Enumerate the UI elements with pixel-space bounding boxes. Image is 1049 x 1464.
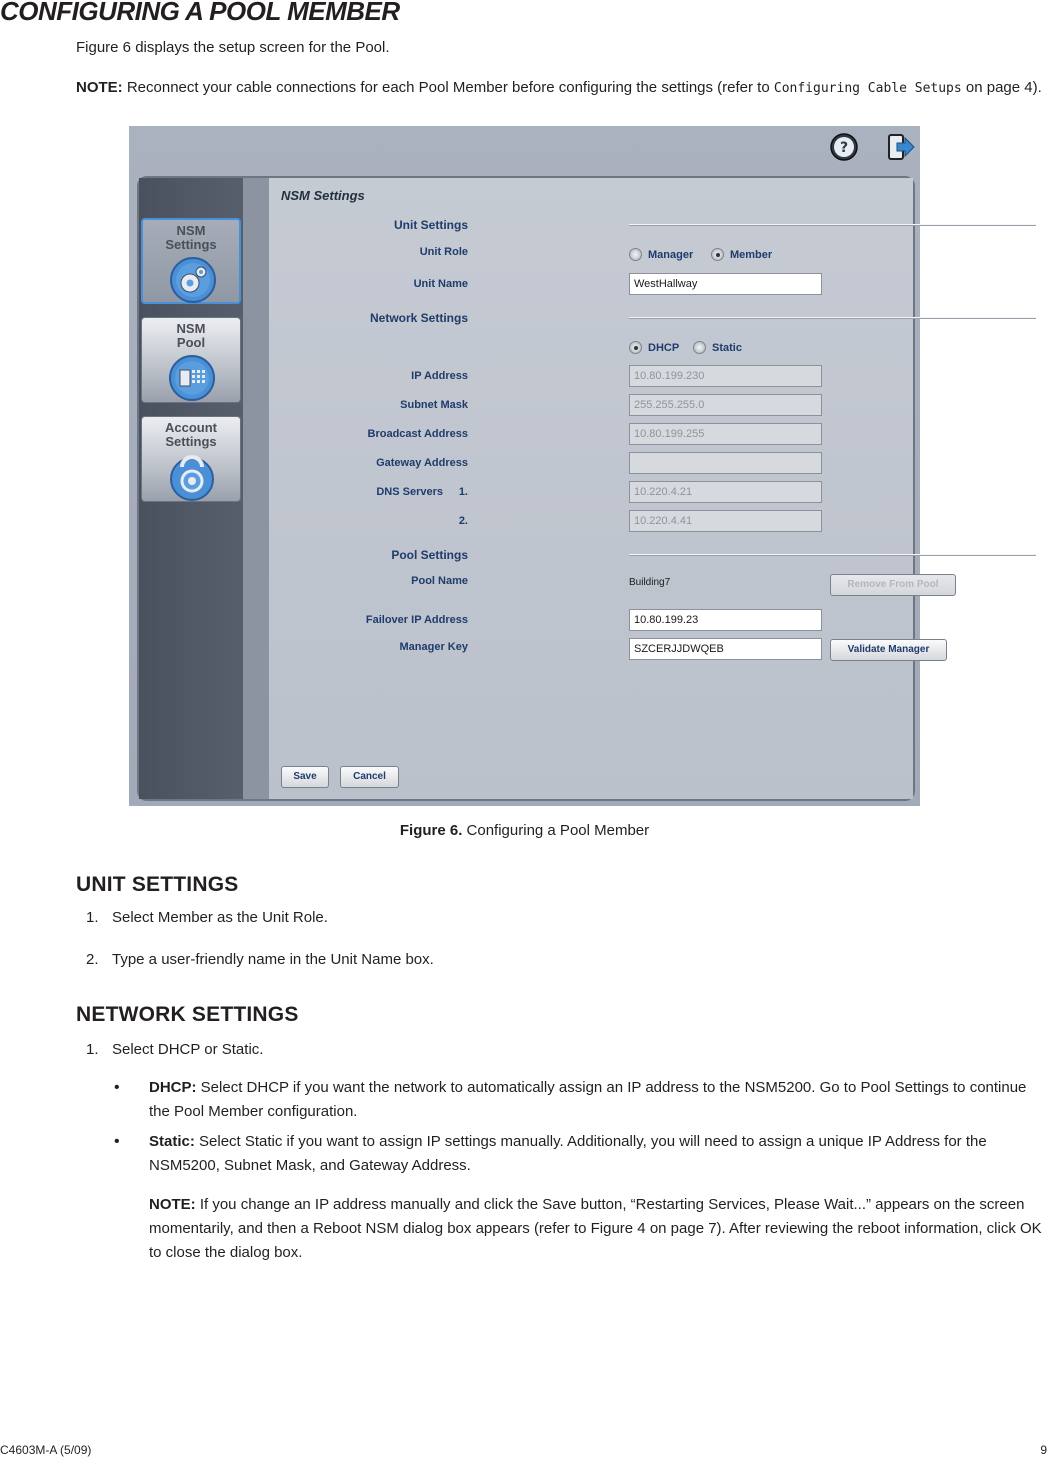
sidebar xyxy=(139,178,243,799)
ip-address-input[interactable] xyxy=(629,365,822,387)
validate-manager-button[interactable]: Validate Manager xyxy=(830,639,947,661)
dns2-number: 2. xyxy=(458,515,468,527)
note-text-b: on page 4). xyxy=(961,79,1042,96)
unit-role-label: Unit Role xyxy=(419,246,468,258)
page-number: 9 xyxy=(1040,1443,1047,1457)
broadcast-address-label: Broadcast Address xyxy=(367,428,468,440)
bullet-text: Select DHCP if you want the network to automatically assign an IP address to the NSM5200. Go to Pool Settings to continue the Pool Member configuration. xyxy=(149,1079,1027,1120)
nsm-screenshot xyxy=(129,126,939,806)
list-item xyxy=(86,908,328,928)
radio-checked-icon xyxy=(629,341,642,354)
dns1-number: 1. xyxy=(458,486,468,498)
unit-name-input[interactable] xyxy=(629,273,822,295)
unit-name-label: Unit Name xyxy=(413,278,468,290)
remove-from-pool-button[interactable]: Remove From Pool xyxy=(830,574,956,596)
bullet-label: Static: xyxy=(149,1133,195,1150)
note-text: If you change an IP address manually and click the Save button, “Restarting Services, Please Wait...” appears on the screen momentarily, and then a Reboot NSM dialog box appears (refer to Figure 4 on page 7). After reviewing the reboot information, click OK to close the dialog box. xyxy=(149,1196,1042,1261)
document-code: C4603M-A (5/09) xyxy=(0,1443,92,1457)
settings-panel xyxy=(269,178,939,799)
radio-label: DHCP xyxy=(648,341,680,354)
list-text: Type a user-friendly name in the Unit Name box. xyxy=(112,951,434,968)
pool-name-label: Pool Name xyxy=(411,575,468,587)
gear-icon xyxy=(168,256,218,304)
note-paragraph xyxy=(76,78,1042,99)
list-item xyxy=(86,1040,263,1060)
bullet-static xyxy=(114,1130,1044,1178)
sidebar-divider xyxy=(243,178,269,799)
bullet-dhcp xyxy=(114,1076,1044,1124)
panel-title: NSM Settings xyxy=(281,188,365,203)
bullet-text: Select Static if you want to assign IP settings manually. Additionally, you will need to assign a unique IP Address for the NSM5200, Subnet Mask, and Gateway Address. xyxy=(149,1133,987,1174)
divider xyxy=(629,224,1036,226)
list-text: Select Member as the Unit Role. xyxy=(112,909,328,926)
gateway-address-label: Gateway Address xyxy=(376,457,468,469)
gateway-address-input[interactable] xyxy=(629,452,822,474)
radio-label: Manager xyxy=(648,248,694,261)
nav-nsm-pool[interactable] xyxy=(141,317,241,403)
divider xyxy=(629,317,1036,319)
radio-icon xyxy=(629,248,642,261)
page-heading: CONFIGURING A POOL MEMBER xyxy=(0,0,400,26)
manager-key-input[interactable] xyxy=(629,638,822,660)
subnet-mask-input[interactable] xyxy=(629,394,822,416)
list-number: 1. xyxy=(86,909,99,926)
caption-label: Figure 6. xyxy=(399,822,463,839)
static-radio[interactable] xyxy=(693,341,742,354)
radio-icon xyxy=(693,341,706,354)
nav-label: NSM Settings xyxy=(165,223,217,252)
lock-icon xyxy=(167,453,217,501)
note-link[interactable]: Configuring Cable Setups xyxy=(773,81,962,96)
note-text-a: Reconnect your cable connections for each Pool Member before configuring the settings (refer to xyxy=(122,79,774,96)
dns-servers-label: DNS Servers xyxy=(376,486,443,498)
save-button[interactable]: Save xyxy=(281,766,329,788)
bullet-label: DHCP: xyxy=(149,1079,197,1096)
unit-settings-heading: UNIT SETTINGS xyxy=(76,873,239,896)
list-item xyxy=(86,950,434,970)
nav-label: Account Settings xyxy=(165,420,217,449)
failover-ip-input[interactable] xyxy=(629,609,822,631)
radio-label: Member xyxy=(730,248,773,261)
network-settings-header: Network Settings xyxy=(369,311,468,325)
caption-text: Configuring a Pool Member xyxy=(462,822,650,839)
pool-icon xyxy=(167,354,217,402)
bullet-icon: • xyxy=(114,1133,120,1150)
logout-icon[interactable] xyxy=(886,132,916,162)
nav-account-settings[interactable] xyxy=(141,416,241,502)
dns2-input[interactable] xyxy=(629,510,822,532)
svg-text:?: ? xyxy=(839,140,849,156)
pool-settings-header: Pool Settings xyxy=(391,548,468,562)
note-restart xyxy=(114,1193,1044,1265)
radio-label: Static xyxy=(712,341,742,354)
dns1-input[interactable] xyxy=(629,481,822,503)
list-text: Select DHCP or Static. xyxy=(112,1041,264,1058)
failover-ip-label: Failover IP Address xyxy=(365,614,468,626)
unit-settings-header: Unit Settings xyxy=(394,218,468,232)
role-manager-radio[interactable] xyxy=(629,248,693,261)
dhcp-radio[interactable] xyxy=(629,341,679,354)
nav-nsm-settings[interactable] xyxy=(141,218,241,304)
note-label: NOTE: xyxy=(76,79,123,96)
nav-label: NSM Pool xyxy=(176,321,206,350)
bullet-icon: • xyxy=(114,1079,120,1096)
ip-address-label: IP Address xyxy=(411,370,468,382)
pool-name-value: Building7 xyxy=(629,577,671,588)
list-number: 2. xyxy=(86,951,99,968)
role-member-radio[interactable] xyxy=(711,248,772,261)
divider xyxy=(629,554,1036,556)
subnet-mask-label: Subnet Mask xyxy=(400,399,468,411)
figure-caption xyxy=(0,822,1049,839)
broadcast-address-input[interactable] xyxy=(629,423,822,445)
radio-checked-icon xyxy=(711,248,724,261)
manager-key-label: Manager Key xyxy=(399,641,468,653)
help-icon[interactable] xyxy=(829,132,859,162)
settings-window xyxy=(137,176,939,801)
cancel-button[interactable]: Cancel xyxy=(340,766,399,788)
note-label: NOTE: xyxy=(149,1196,196,1213)
list-number: 1. xyxy=(86,1041,99,1058)
intro-text: Figure 6 displays the setup screen for the Pool. xyxy=(76,39,390,56)
network-settings-heading: NETWORK SETTINGS xyxy=(76,1003,299,1026)
